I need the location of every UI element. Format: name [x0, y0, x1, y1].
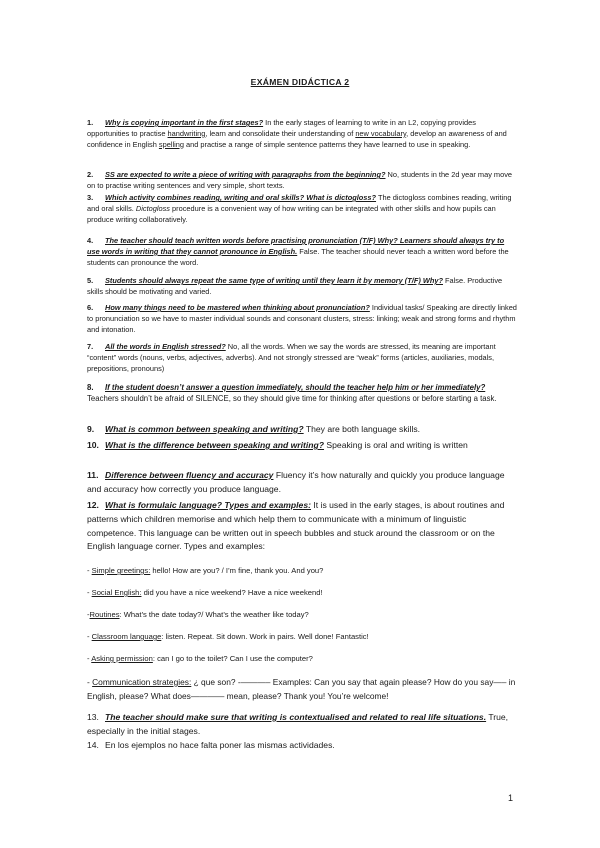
qa-item-6: [87, 303, 517, 335]
qa-item-4: [87, 236, 517, 268]
page-title: EXÁMEN DIDÁCTICA 2: [250, 77, 350, 87]
qa-item-10: [87, 439, 517, 453]
answer: In the early stages of learning to write in an L2, copying provides opportunities to practise: [87, 118, 476, 138]
question: What is formulaic language? Types and examples:: [105, 500, 311, 510]
answer-italic: Dictogloss: [135, 203, 170, 213]
question: All the words in English stressed?: [105, 342, 226, 351]
answer: No, students in the 2d year may move on to practise writing sentences and very simple, short texts.: [87, 170, 513, 190]
item-number: 9.: [87, 424, 95, 434]
example-label: Classroom language: [91, 632, 162, 641]
question: What is the difference between speaking and writing?: [105, 440, 325, 450]
question: What is common between speaking and writing?: [105, 424, 304, 434]
question: Why is copying important in the first stages?: [105, 118, 264, 127]
qa-item-9: [87, 423, 517, 437]
answer: Speaking is oral and writing is written: [324, 440, 468, 450]
answer: , learn and consolidate their understanding of: [205, 128, 356, 138]
item-number: 11.: [87, 470, 99, 480]
answer: and practise a range of simple sentence patterns they have learned to use in speaking.: [183, 139, 471, 149]
example-line: - Social English: did you have a nice weekend? Have a nice weekend!: [87, 588, 323, 597]
qa-item-11: [87, 469, 517, 497]
answer: , develop an awareness of and confidence in English: [87, 128, 507, 149]
item-number: 2.: [87, 170, 94, 179]
item-number: 7.: [87, 342, 94, 351]
answer: True, especially in the initial stages.: [87, 712, 509, 736]
qa-item-12: [87, 499, 517, 554]
page-number: 1: [508, 793, 514, 803]
question: The teacher should make sure that writing is contextualised and related to real life situations.: [105, 712, 487, 722]
qa-item-8: [87, 382, 517, 404]
question: Which activity combines reading, writing and oral skills? What is dictogloss?: [105, 193, 377, 202]
example-line: - Communication strategies: ¿ que son? -———– Examples: Can you say that again please? How do you say—– in English, please? What does———— mean, please? Thank you! You’re welcome!: [87, 677, 516, 701]
item-number: 12.: [87, 500, 99, 510]
answer: En los ejemplos no hace falta poner las mismas actividades.: [105, 740, 335, 750]
qa-item-2: [87, 170, 517, 192]
item-number: 10.: [87, 440, 99, 450]
answer-underlined: handwriting: [167, 128, 206, 138]
example-line: - Simple greetings: hello! How are you? / I’m fine, thank you. And you?: [87, 566, 324, 575]
answer: Teachers shouldn’t be afraid of SILENCE, so they should give time for thinking after questions or before starting a task.: [87, 394, 497, 404]
question: Difference between fluency and accuracy: [105, 470, 274, 480]
example-text: ¿ que son? -———– Examples: Can you say that again please? How do you say—– in English, please? What does———— mean, please? Thank you! You’re welcome!: [87, 677, 516, 701]
answer: False. The teacher should never teach a written word before the students can pronounce the word.: [87, 246, 509, 267]
question: The teacher should teach written words before practising pronunciation (T/F) Why? Learners should always try to use words in writing that they cannot pronounce in English.: [87, 236, 505, 256]
example-text: hello! How are you? / I’m fine, thank you. And you?: [150, 566, 324, 575]
question: Students should always repeat the same type of writing until they learn it by memory (T/F) Why?: [105, 276, 443, 285]
answer-underlined: spelling: [158, 139, 184, 149]
example-line: - Classroom language: listen. Repeat. Sit down. Work in pairs. Well done! Fantastic!: [87, 632, 369, 641]
example-line: - Asking permission: can I go to the toilet? Can I use the computer?: [87, 654, 313, 663]
example-label: Asking permission: [91, 654, 153, 663]
qa-item-13: [87, 711, 517, 739]
example-label: Simple greetings:: [91, 566, 151, 575]
answer-underlined: new vocabulary: [355, 128, 407, 138]
example-label: Communication strategies:: [92, 677, 192, 687]
example-line: -Routines: What’s the date today?/ What’s the weather like today?: [87, 610, 309, 619]
item-number: 4.: [87, 236, 94, 245]
item-number: 1.: [87, 118, 94, 127]
question: SS are expected to write a piece of writing with paragraphs from the beginning?: [105, 170, 386, 179]
question: If the student doesn’t answer a question immediately, should the teacher help him or her immediately?: [105, 383, 486, 392]
item-number: 8.: [87, 383, 94, 392]
item-number: 3.: [87, 193, 94, 202]
answer: False. Productive skills should be motivating and varied.: [87, 276, 503, 296]
item-number: 5.: [87, 276, 94, 285]
answer: No, all the words. When we say the words are stressed, its meaning are important “content” words (nouns, verbs, adjectives, adverbs). And not strongly stressed are “weak” forms (articles, auxiliaries, modals, prepositions, pronouns): [87, 342, 496, 373]
answer: They are both language skills.: [303, 424, 421, 434]
item-number: 13.: [87, 712, 99, 722]
example-text: : What’s the date today?/ What’s the weather like today?: [119, 610, 309, 619]
qa-item-7: [87, 342, 517, 374]
example-text: : can I go to the toilet? Can I use the computer?: [152, 654, 313, 663]
answer: Individual tasks/ Speaking are directly linked to pronunciation so we have to master individual sounds and consonant clusters, stress: linking; weak and strong forms and rhythm and intonation.: [87, 303, 517, 334]
example-label: Routines: [89, 610, 120, 619]
item-number: 6.: [87, 303, 94, 312]
answer: Fluency it’s how naturally and quickly you produce language and accuracy how correctly you produce language.: [87, 470, 505, 494]
answer: The dictogloss combines reading, writing and oral skills.: [87, 193, 512, 213]
answer: It is used in the early stages, is about routines and patterns which children memorise and which help them to communicate with a minimum of linguistic competence. This language can be written out in speech bubbles and stuck around the classroom or on the English language corner. Types and examples:: [87, 500, 505, 552]
example-text: did you have a nice weekend? Have a nice weekend!: [141, 588, 323, 597]
question: How many things need to be mastered when thinking about pronunciation?: [105, 303, 370, 312]
example-text: : listen. Repeat. Sit down. Work in pairs. Well done! Fantastic!: [161, 632, 369, 641]
qa-item-1: [87, 118, 517, 150]
answer: procedure is a convenient way of how writing can be integrated with other skills and how pupils can produce writing collaboratively.: [87, 203, 496, 224]
qa-item-14: [87, 739, 517, 753]
qa-item-3: [87, 193, 517, 225]
item-number: 14.: [87, 740, 99, 750]
qa-item-5: [87, 276, 517, 298]
example-label: Social English:: [91, 588, 142, 597]
